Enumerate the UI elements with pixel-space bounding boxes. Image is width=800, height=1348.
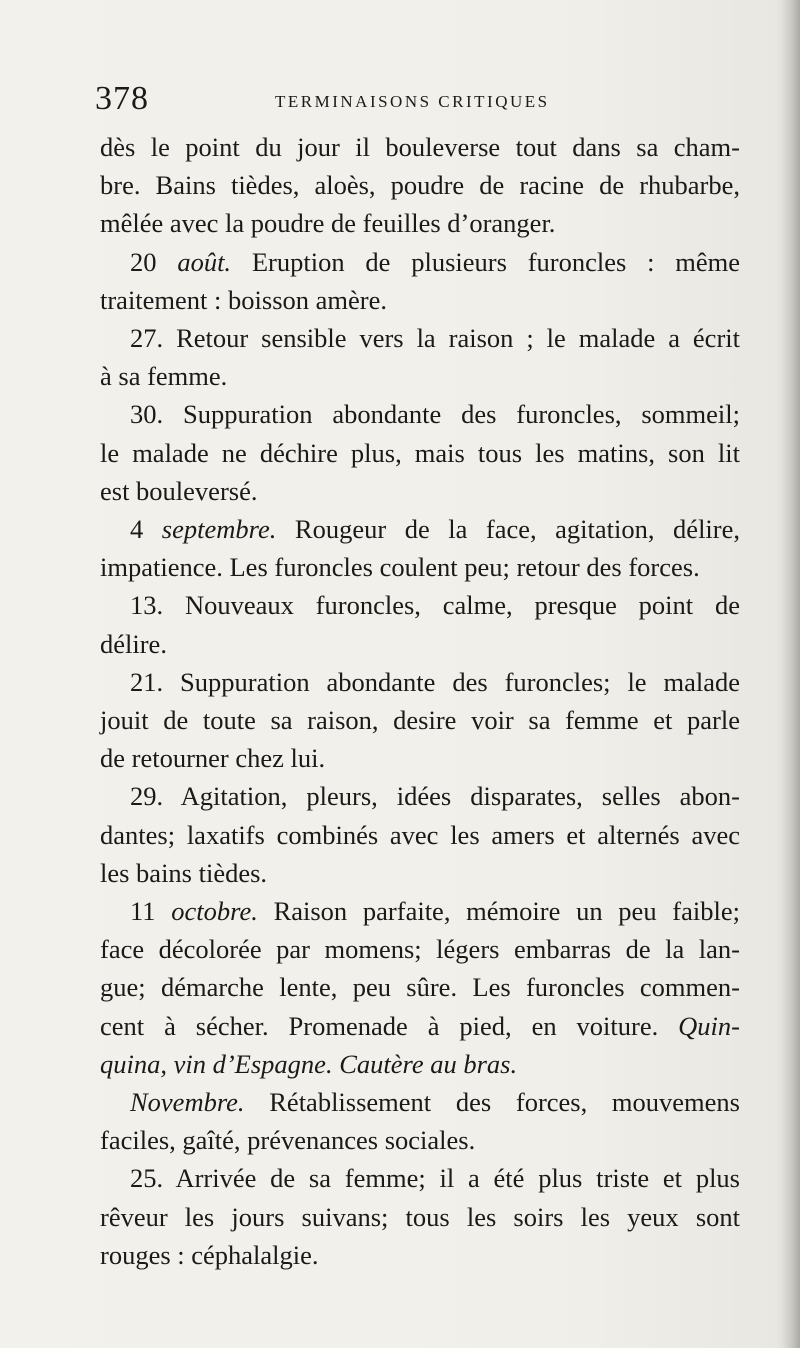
text-line <box>100 930 740 968</box>
page-number: 378 <box>95 80 149 117</box>
text-segment: Raison parfaite, mémoire un peu faible; <box>257 896 740 927</box>
text-segment: délire. <box>100 628 167 659</box>
text-line <box>100 281 740 319</box>
text-line <box>100 1198 740 1236</box>
text-segment: est bouleversé. <box>100 475 258 506</box>
text-segment: impatience. Les furoncles coulent peu; retour des forces. <box>100 552 700 583</box>
text-segment: 30. Suppuration abondante des furoncles, sommeil; <box>130 399 740 430</box>
text-segment: traitement : boisson amère. <box>100 284 387 315</box>
text-line <box>100 548 740 586</box>
text-segment: faciles, gaîté, prévenances sociales. <box>100 1125 476 1156</box>
text-segment: 29. Agitation, pleurs, idées disparates, selles abon- <box>130 781 740 812</box>
text-segment: Eruption de plusieurs furoncles : même <box>231 246 741 277</box>
text-segment: dès le point du jour il bouleverse tout dans sa cham- <box>100 132 740 162</box>
text-segment: 13. Nouveaux furoncles, calme, presque point de <box>130 590 740 621</box>
text-segment: 21. Suppuration abondante des furoncles; le malade <box>130 666 740 697</box>
text-line <box>100 1121 740 1159</box>
text-line <box>100 625 740 663</box>
text-segment: rêveur les jours suivans; tous les soirs les yeux sont <box>100 1201 740 1232</box>
italic-text: Novembre. <box>130 1087 245 1118</box>
text-segment: 20 <box>130 246 178 277</box>
text-segment: mêlée avec la poudre de feuilles d’oranger. <box>100 208 556 239</box>
text-segment: jouit de toute sa raison, desire voir sa femme et parle <box>100 705 740 736</box>
text-line <box>100 395 740 433</box>
italic-text: quina, vin d’Espagne. Cautère au bras. <box>100 1048 518 1079</box>
text-line <box>100 816 740 854</box>
text-line <box>100 739 740 777</box>
text-line <box>100 1159 740 1197</box>
text-segment: les bains tièdes. <box>100 857 268 888</box>
italic-text: septembre. <box>161 514 277 545</box>
text-segment: 4 <box>130 514 162 545</box>
text-line <box>100 357 740 395</box>
text-segment: bre. Bains tièdes, aloès, poudre de racine de rhubarbe, <box>100 170 740 201</box>
text-segment: gue; démarche lente, peu sûre. Les furoncles commen- <box>100 972 740 1003</box>
text-segment: rouges : céphalalgie. <box>100 1239 319 1270</box>
text-segment: 11 <box>130 896 172 927</box>
text-segment: face décolorée par momens; légers embarras de la lan- <box>100 934 740 965</box>
text-line <box>100 701 740 739</box>
text-segment: cent à sécher. Promenade à pied, en voiture. <box>100 1010 679 1041</box>
text-line <box>100 166 740 204</box>
text-line <box>100 663 740 701</box>
text-segment: à sa femme. <box>100 361 228 392</box>
text-line <box>100 434 740 472</box>
italic-text: août. <box>177 246 232 277</box>
text-segment: 27. Retour sensible vers la raison ; le malade a écrit <box>130 323 740 354</box>
text-segment: Rougeur de la face, agitation, délire, <box>276 514 741 545</box>
page-header <box>95 80 735 124</box>
italic-text: octobre. <box>171 896 258 927</box>
text-line <box>100 968 740 1006</box>
italic-text: Quin- <box>678 1010 740 1041</box>
text-line <box>100 1045 740 1083</box>
text-line <box>100 892 740 930</box>
running-head: TERMINAISONS CRITIQUES <box>275 92 550 111</box>
page-edge-shadow <box>782 0 800 1348</box>
text-segment: de retourner chez lui. <box>100 743 326 774</box>
text-line <box>100 1236 740 1274</box>
text-line <box>100 1007 740 1045</box>
text-line <box>100 586 740 624</box>
text-segment: 25. Arrivée de sa femme; il a été plus triste et plus <box>130 1163 740 1194</box>
body-text <box>100 128 740 1274</box>
text-segment: Rétablissement des forces, mouvemens <box>244 1087 740 1118</box>
text-segment: le malade ne déchire plus, mais tous les matins, son lit <box>100 437 740 468</box>
text-line <box>100 204 740 242</box>
text-line <box>100 510 740 548</box>
text-line <box>100 1083 740 1121</box>
text-segment: dantes; laxatifs combinés avec les amers et alternés avec <box>100 819 740 850</box>
text-line <box>100 854 740 892</box>
text-line <box>100 243 740 281</box>
text-line <box>100 777 740 815</box>
text-line <box>100 128 740 166</box>
text-line <box>100 319 740 357</box>
text-line <box>100 472 740 510</box>
